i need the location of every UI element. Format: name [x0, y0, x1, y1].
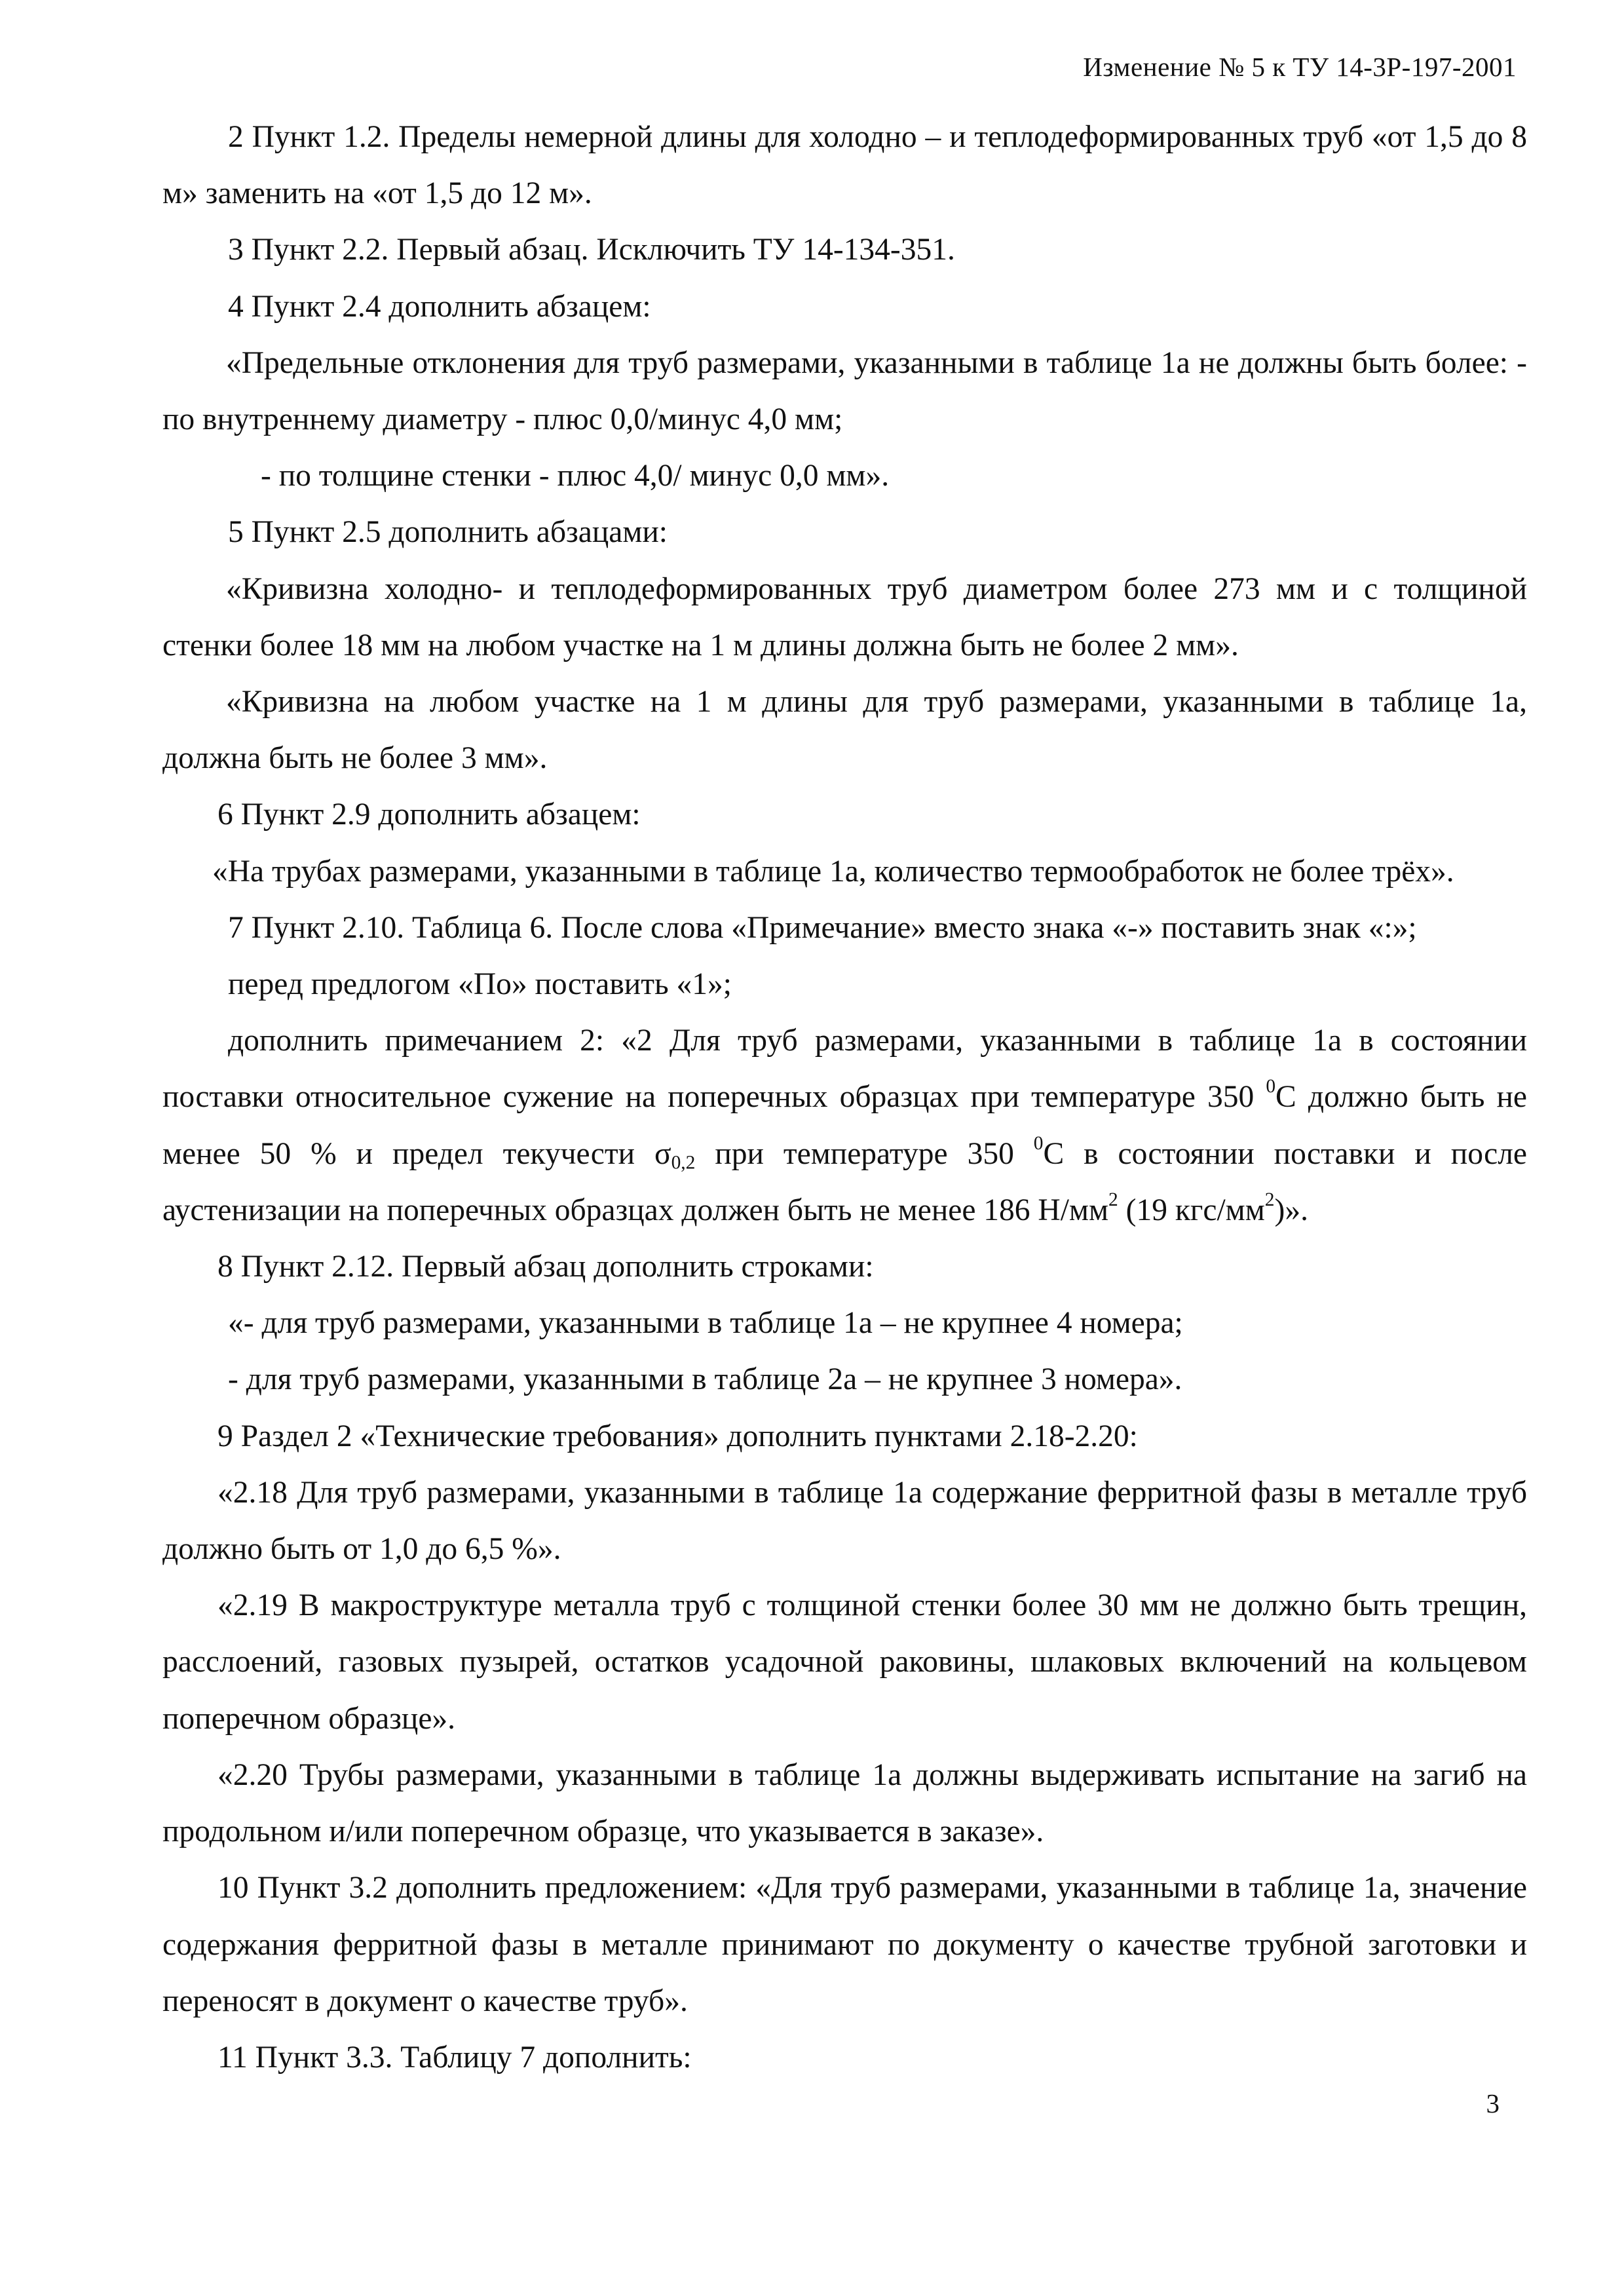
page-number: 3: [1486, 2088, 1500, 2118]
document-body: [162, 109, 1527, 2086]
item-4-paragraph: 4 Пункт 2.4 дополнить абзацем:: [228, 289, 651, 324]
item-5-curvature-paragraph-2: «Кривизна на любом участке на 1 м длины для труб размерами, указанными в таблице 1а, должна быть не более 3 мм».: [162, 685, 1527, 776]
item-9-paragraph: 9 Раздел 2 «Технические требования» дополнить пунктами 2.18-2.20:: [217, 1419, 1138, 1453]
item-9-clause-2-19: «2.19 В макроструктуре металла труб с толщиной стенки более 30 мм не должно быть трещин, расслоений, газовых пузырей, остатков усадочной раковины, шлаковых включений на кольцевом поперечном образце».: [162, 1588, 1527, 1736]
item-8-paragraph: 8 Пункт 2.12. Первый абзац дополнить строками:: [217, 1250, 874, 1284]
item-9-clause-2-20: «2.20 Трубы размерами, указанными в таблице 1а должны выдерживать испытание на загиб на продольном и/или поперечном образце, что указывается в заказе».: [162, 1757, 1527, 1849]
item-7-preposition-line: перед предлогом «По» поставить «1»;: [228, 967, 732, 1002]
item-6-paragraph: 6 Пункт 2.9 дополнить абзацем:: [217, 797, 641, 832]
item-5-curvature-paragraph-1: «Кривизна холодно- и теплодеформированных труб диаметром более 273 мм и с толщиной стенки более 18 мм на любом участке на 1 м длины должна быть не более 2 мм».: [162, 571, 1527, 662]
item-7-note-paragraph: дополнить примечанием 2: «2 Для труб размерами, указанными в таблице 1а в состоянии поставки относительное сужение на поперечных образцах при температуре 350 $^0$С должно быть не менее 50 % и предел текучести $\sigma_{0,2}$ при температуре 350 $^0$С в состоянии поставки и после аустенизации на поперечных образцах должен быть не менее 186 $Н/мм^2$ (19 кгс/$мм^2$)».: [162, 1024, 1528, 1227]
item-4-wall-thickness-line: - по толщине стенки - плюс 4,0/ минус 0,0 мм».: [261, 459, 890, 493]
item-4-quote-paragraph: «Предельные отклонения для труб размерами, указанными в таблице 1а не должны быть более: - по внутреннему диаметру - плюс 0,0/минус 4,0 мм;: [162, 345, 1527, 437]
item-11-paragraph: 11 Пункт 3.3. Таблицу 7 дополнить:: [217, 2040, 692, 2075]
item-8-line-1: «- для труб размерами, указанными в таблице 1а – не крупнее 4 номера;: [228, 1306, 1183, 1341]
item-7-paragraph: 7 Пункт 2.10. Таблица 6. После слова «Примечание» вместо знака «-» поставить знак «:»;: [228, 910, 1417, 945]
item-3-paragraph: 3 Пункт 2.2. Первый абзац. Исключить ТУ 14-134-351.: [228, 233, 955, 267]
item-6-quote-paragraph: «На трубах размерами, указанными в таблице 1а, количество термообработок не более трёх».: [212, 854, 1454, 889]
item-9-clause-2-18: «2.18 Для труб размерами, указанными в таблице 1а содержание ферритной фазы в металле труб должно быть от 1,0 до 6,5 %».: [162, 1475, 1527, 1567]
item-2-paragraph: 2 Пункт 1.2. Пределы немерной длины для холодно – и теплодеформированных труб «от 1,5 до 8 м» заменить на «от 1,5 до 12 м».: [162, 120, 1527, 211]
item-5-paragraph: 5 Пункт 2.5 дополнить абзацами:: [228, 515, 668, 550]
item-8-line-2: - для труб размерами, указанными в таблице 2а – не крупнее 3 номера».: [228, 1362, 1182, 1397]
document-header: Изменение № 5 к ТУ 14-3Р-197-2001: [1083, 52, 1517, 82]
item-10-paragraph: 10 Пункт 3.2 дополнить предложением: «Для труб размерами, указанными в таблице 1а, значение содержания ферритной фазы в металле принимают по документу о качестве трубной заготовки и переносят в документ о качестве труб».: [162, 1871, 1527, 2018]
